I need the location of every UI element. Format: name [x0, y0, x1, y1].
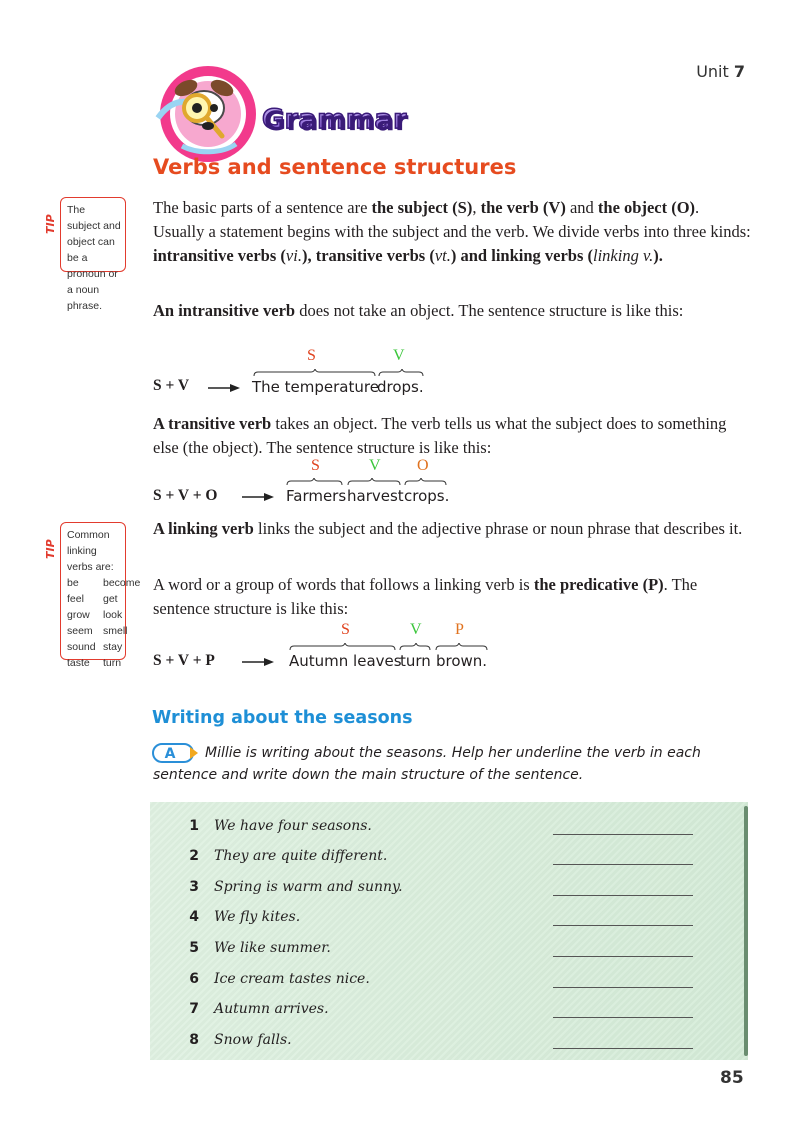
exercise-item [150, 879, 748, 907]
role-label-subject: S [341, 621, 350, 638]
role-label-verb: V [369, 457, 381, 474]
item-number: 4 [189, 909, 199, 925]
tip-box-subject-object [60, 197, 126, 312]
exercise-item [150, 818, 748, 846]
role-label-object: O [417, 457, 429, 474]
badge-letter: A [164, 746, 176, 762]
linking-verb: seem [67, 625, 93, 637]
exercise-panel [150, 802, 748, 1060]
item-number: 5 [189, 940, 199, 956]
term-verb: the verb (V) [480, 198, 566, 217]
writing-section-title: Writing about the seasons [152, 708, 413, 728]
text-run: takes an object. The verb tells us what the subject does to something else (the object). The sentence structure is like this: [153, 414, 727, 457]
tip-text: The subject and object can be a pronoun or a noun phrase. [67, 204, 121, 312]
structure-brace [253, 369, 425, 377]
linking-verb: grow [67, 609, 90, 621]
item-sentence[interactable]: We like summer. [214, 940, 331, 956]
page-number: 85 [720, 1068, 744, 1088]
tip-intro: Common linking verbs are: [67, 529, 114, 573]
term-subject: the subject (S) [371, 198, 473, 217]
answer-blank[interactable] [553, 834, 693, 835]
magnifying-glass-dog-icon [152, 58, 264, 170]
example-word: turn [400, 652, 431, 670]
text-run: . The sentence structure is like this: [153, 575, 698, 618]
example-word: Autumn leaves [289, 652, 402, 670]
tip-box-linking-verbs [60, 522, 141, 669]
text-run: , [472, 198, 481, 217]
text-run: and [565, 198, 598, 217]
structure-brace [286, 478, 448, 486]
text-run: The basic parts of a sentence are [153, 198, 372, 217]
linking-verb-list [67, 575, 141, 671]
linking-verb: get [103, 593, 118, 605]
exercise-item [150, 1001, 748, 1029]
linking-paragraph [153, 517, 753, 541]
answer-blank[interactable] [553, 925, 693, 926]
linking-verb: stay [103, 641, 123, 653]
linking-verb: feel [67, 593, 84, 605]
term-transitive-verb: A transitive verb [153, 414, 272, 433]
section-title: Verbs and sentence structures [153, 155, 517, 179]
answer-blank[interactable] [553, 864, 693, 865]
exercise-item [150, 971, 748, 999]
transitive-paragraph [153, 412, 753, 460]
unit-number: 7 [733, 62, 745, 81]
abbr-vt: vt. [434, 246, 451, 265]
answer-blank[interactable] [553, 1017, 693, 1018]
example-word: harvest [347, 487, 404, 505]
exercise-instructions: Millie is writing about the seasons. Help her underline the verb in each sentence and write down the main structure of the sentence. [153, 745, 701, 783]
example-word: Farmers [286, 487, 347, 505]
item-number: 2 [189, 848, 199, 864]
unit-label [696, 62, 745, 81]
role-label-verb: V [393, 347, 405, 364]
intro-paragraph [153, 196, 753, 268]
text-run: . Usually a statement begins with the subject and the verb. We divide verbs into three kinds: [153, 198, 751, 241]
tip-tab: TIP [44, 531, 62, 567]
term-linking-verb: A linking verb [153, 519, 254, 538]
linking-verb: smell [103, 625, 128, 637]
linking-verb: turn [103, 657, 122, 669]
grammar-heading: Grammar [262, 104, 407, 135]
item-number: 3 [189, 879, 199, 895]
exercise-item [150, 940, 748, 968]
item-sentence[interactable]: Spring is warm and sunny. [214, 879, 403, 895]
item-sentence[interactable]: We fly kites. [214, 909, 301, 925]
role-label-verb: V [410, 621, 422, 638]
answer-blank[interactable] [553, 987, 693, 988]
item-sentence[interactable]: We have four seasons. [214, 818, 372, 834]
role-label-subject: S [307, 347, 316, 364]
tip-tab: TIP [44, 206, 62, 242]
linking-verb: taste [67, 657, 90, 669]
arrow-icon [242, 492, 274, 502]
structure-formula-svp: S + V + P [153, 652, 215, 669]
item-number: 7 [189, 1001, 199, 1017]
text-run: A word or a group of words that follows a linking verb is [153, 575, 534, 594]
term-intransitive: intransitive verbs ( [153, 246, 286, 265]
linking-verb: sound [67, 641, 96, 653]
item-number: 8 [189, 1032, 199, 1048]
item-number: 6 [189, 971, 199, 987]
arrow-icon [242, 657, 274, 667]
exercise-item [150, 848, 748, 876]
answer-blank[interactable] [553, 895, 693, 896]
item-sentence[interactable]: Autumn arrives. [214, 1001, 329, 1017]
linking-verb: look [103, 609, 123, 621]
term-linking: ) and linking verbs ( [450, 246, 594, 265]
item-sentence[interactable]: Ice cream tastes nice. [214, 971, 370, 987]
arrow-icon [208, 383, 240, 393]
answer-blank[interactable] [553, 1048, 693, 1049]
example-word: crops. [404, 487, 450, 505]
example-word: The temperature [252, 378, 379, 396]
linking-verb: become [103, 577, 141, 589]
term-transitive: ), transitive verbs ( [301, 246, 435, 265]
term-predicative: the predicative (P) [533, 575, 664, 594]
text-run: does not take an object. The sentence structure is like this: [295, 301, 684, 320]
abbr-linking-v: linking v. [593, 246, 654, 265]
term-object: the object (O) [597, 198, 696, 217]
structure-formula-svo: S + V + O [153, 487, 218, 504]
unit-word: Unit [696, 62, 729, 81]
exercise-item [150, 1032, 748, 1060]
text-run: links the subject and the adjective phrase or noun phrase that describes it. [253, 519, 743, 538]
item-sentence[interactable]: Snow falls. [214, 1032, 292, 1048]
abbr-vi: vi. [285, 246, 302, 265]
structure-brace [289, 643, 489, 651]
exercise-item [150, 909, 748, 937]
answer-blank[interactable] [553, 956, 693, 957]
role-label-predicative: P [455, 621, 464, 638]
text-run: ). [653, 246, 663, 265]
structure-formula-sv: S + V [153, 377, 190, 394]
example-word: brown. [436, 652, 488, 670]
linking-verb: be [67, 577, 79, 589]
role-label-subject: S [311, 457, 320, 474]
intransitive-paragraph [153, 299, 753, 323]
item-sentence[interactable]: They are quite different. [214, 848, 388, 864]
term-intransitive-verb: An intransitive verb [153, 301, 296, 320]
item-number: 1 [189, 818, 199, 834]
predicative-paragraph [153, 573, 753, 621]
example-word: drops. [377, 378, 424, 396]
